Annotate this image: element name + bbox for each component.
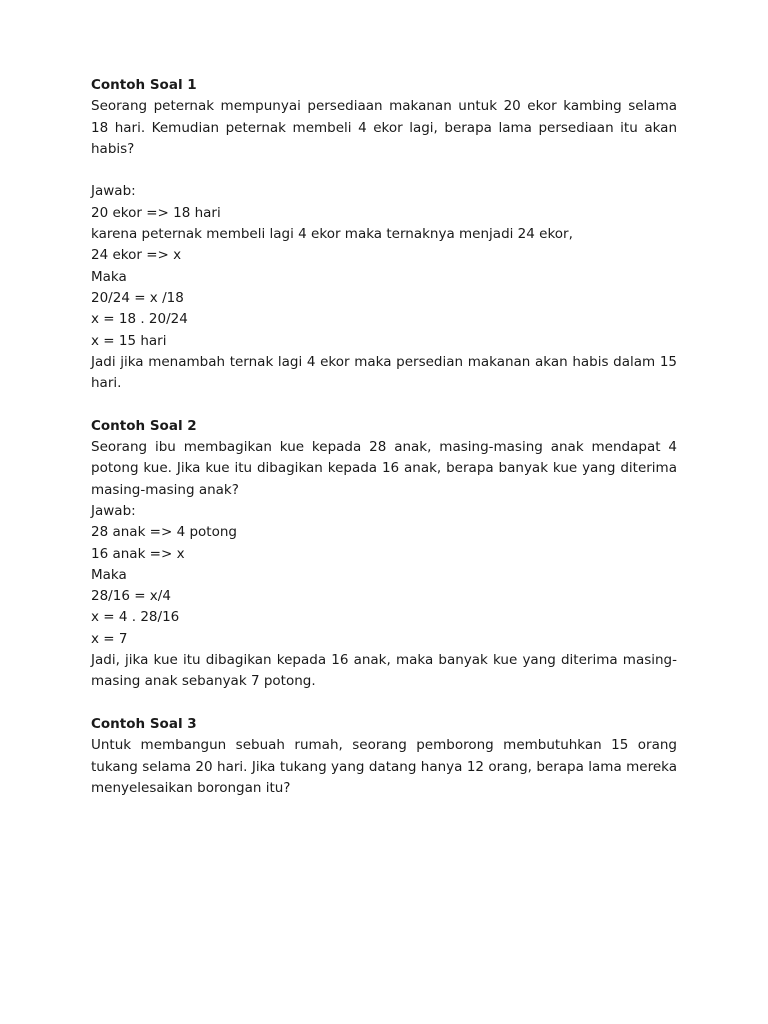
spacer	[91, 693, 677, 714]
spacer	[91, 160, 677, 181]
example-1-step: 20 ekor => 18 hari	[91, 204, 221, 221]
example-1-step: x = 15 hari	[91, 332, 167, 349]
example-1-step: 24 ekor => x	[91, 247, 182, 264]
example-3-question: Untuk membangun sebuah rumah, seorang pemborong membutuhkan 15 orang tukang selama 20 hari. Jika tukang yang datang hanya 12 orang, berapa lama mereka menyelesaikan borongan itu?	[91, 737, 677, 796]
example-1-step: karena peternak membeli lagi 4 ekor maka ternaknya menjadi 24 ekor,	[91, 226, 573, 243]
example-3-title: Contoh Soal 3	[91, 715, 197, 732]
example-2-step: 16 anak => x	[91, 545, 185, 562]
document-page	[91, 75, 677, 799]
example-3	[91, 714, 677, 799]
example-2	[91, 416, 677, 693]
example-1-step: 20/24 = x /18	[91, 289, 184, 306]
example-1-title: Contoh Soal 1	[91, 77, 197, 93]
example-2-step: x = 7	[91, 630, 128, 647]
example-2-question: Seorang ibu membagikan kue kepada 28 anak, masing-masing anak mendapat 4 potong kue. Jika kue itu dibagikan kepada 16 anak, berapa banyak kue yang diterima masing-masing anak?	[91, 439, 677, 498]
example-2-step: x = 4 . 28/16	[91, 609, 180, 626]
example-2-title: Contoh Soal 2	[91, 417, 197, 434]
example-2-step: 28 anak => 4 potong	[91, 524, 237, 541]
example-2-step: 28/16 = x/4	[91, 588, 171, 605]
example-1-conclusion: Jadi jika menambah ternak lagi 4 ekor maka persedian makanan akan habis dalam 15 hari.	[91, 353, 677, 392]
spacer	[91, 394, 677, 415]
example-1-question: Seorang peternak mempunyai persediaan makanan untuk 20 ekor kambing selama 18 hari. Kemudian peternak membeli 4 ekor lagi, berapa lama persediaan itu akan habis?	[91, 98, 677, 157]
example-1-answer-label: Jawab:	[91, 183, 136, 200]
example-1-step: Maka	[91, 268, 127, 285]
example-1	[91, 75, 677, 394]
example-2-step: Maka	[91, 566, 127, 583]
example-2-answer-label: Jawab:	[91, 502, 136, 519]
example-1-step: x = 18 . 20/24	[91, 311, 188, 328]
example-2-conclusion: Jadi, jika kue itu dibagikan kepada 16 anak, maka banyak kue yang diterima masing-masing anak sebanyak 7 potong.	[91, 652, 677, 690]
